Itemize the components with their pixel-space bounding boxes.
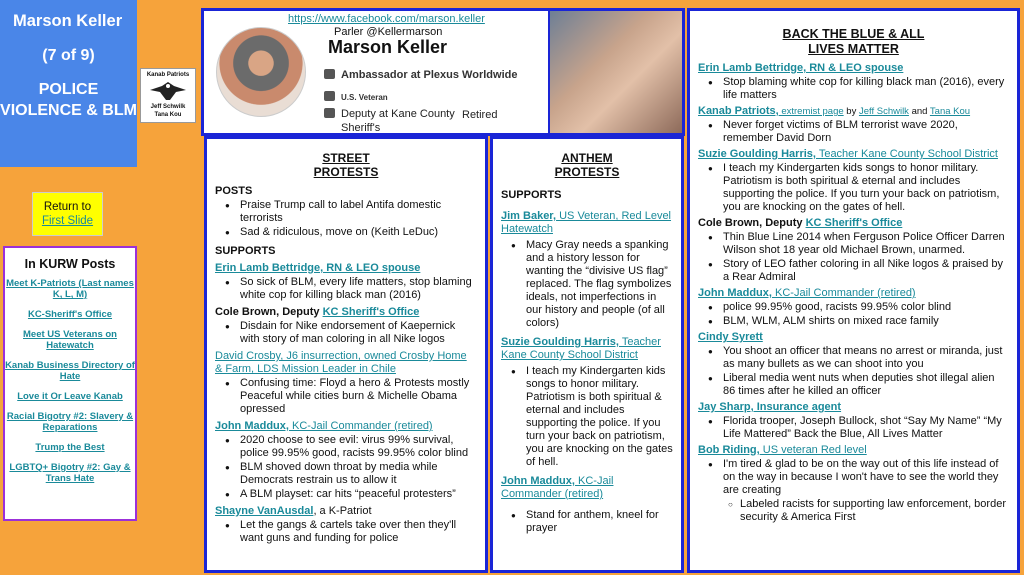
profile-name: Marson Keller xyxy=(328,37,448,57)
slide-counter: (7 of 9) xyxy=(42,47,95,64)
supporter-jim xyxy=(501,210,673,236)
supporter-items xyxy=(698,345,1009,398)
veteran-line xyxy=(324,91,388,102)
anthem-protests-panel xyxy=(490,136,684,573)
supporter-items xyxy=(698,415,1009,441)
supporter-link[interactable]: Bob Riding, xyxy=(698,444,760,456)
supporter-link[interactable]: Suzie Goulding Harris, xyxy=(501,336,619,348)
supporter-link[interactable]: Jim Baker, xyxy=(501,210,557,222)
supporter-erin xyxy=(215,262,477,275)
kurw-link-lgbtq-bigotry[interactable]: LGBTQ+ Bigotry #2: Gay & Trans Hate xyxy=(9,462,131,484)
deputy-line xyxy=(324,107,464,135)
street-protests-panel xyxy=(204,136,488,573)
slide-title-box xyxy=(0,0,137,167)
list-item: ● Story of LEO father coloring in all Nike logos & praised by a Rear Admiral xyxy=(698,258,1009,284)
logo-text-3: Tana Kou xyxy=(154,112,182,118)
ambassador-text: Ambassador at Plexus Worldwide xyxy=(341,69,518,81)
eagle-icon xyxy=(148,80,188,102)
supporter-text: Cole Brown, Deputy xyxy=(698,217,806,229)
list-item: ● Thin Blue Line 2014 when Ferguson Police Officer Darren Wilson shot 18 year old Michael Brown, unarmed. xyxy=(698,231,1009,257)
supporter-title: Teacher Kane County School District xyxy=(501,336,661,361)
list-item: ● Let the gangs & cartels take over then they'll want guns and funding for police xyxy=(215,519,477,545)
briefcase-icon xyxy=(324,69,335,79)
supporter-items xyxy=(698,119,1009,145)
posts-list xyxy=(215,199,477,239)
supporter-link[interactable]: Erin Lamb Bettridge, RN & LEO spouse xyxy=(698,62,904,74)
supporter-david xyxy=(215,350,477,376)
supports-label: SUPPORTS xyxy=(501,189,562,201)
avatar xyxy=(216,27,306,117)
supporter-suzie xyxy=(698,148,1009,161)
supporter-john xyxy=(501,475,673,501)
supporter-shayne xyxy=(215,505,477,518)
supporter-subitems xyxy=(698,498,1009,524)
supporter-title: US Veteran, Red Level Hatewatch xyxy=(501,210,672,235)
street-protests-title: STREET PROTESTS xyxy=(313,151,379,179)
by-text: by xyxy=(843,106,859,117)
facebook-profile-link[interactable]: https://www.facebook.com/marson.keller xyxy=(288,13,485,25)
kurw-link-sheriffs-office[interactable]: KC-Sheriff's Office xyxy=(27,309,113,320)
slide-subject: POLICE VIOLENCE & BLM xyxy=(0,81,137,119)
supporter-link[interactable]: Kanab Patriots, xyxy=(698,105,779,117)
supporter-title: US veteran Red level xyxy=(759,444,867,456)
supports-label: SUPPORTS xyxy=(215,245,276,257)
list-item: ● Florida trooper, Joseph Bullock, shot “Say My Name” “My Life Mattered” Back the Blue, All Lives Matter xyxy=(698,415,1009,441)
list-item: ● Macy Gray needs a spanking and a history lesson for wanting the “divisive US flag” replaced. The flag symbolizes ideals, not imperfections in our history and people (of all colors) xyxy=(501,239,673,330)
supporter-erin xyxy=(698,62,1009,75)
supporter-suzie xyxy=(501,336,673,362)
supporter-items xyxy=(698,231,1009,284)
supporter-items xyxy=(501,239,673,330)
supporter-link[interactable]: KC Sheriff's Office xyxy=(805,217,903,229)
supporter-items xyxy=(215,434,477,501)
supporter-items xyxy=(501,509,673,535)
supporter-items xyxy=(215,519,477,545)
return-label: Return to xyxy=(43,201,92,213)
list-item: ● I teach my Kindergarten kids songs to honor military. Patriotism is both spiritual & eternal and includes supporting the police. If you turn your back on patriotism, you are knocking on the gates of hell. xyxy=(501,365,673,469)
supporter-items xyxy=(215,377,477,416)
logo-text-1: Kanab Patriots xyxy=(146,72,190,78)
list-item: ● BLM, WLM, ALM shirts on mixed race family xyxy=(698,315,1009,328)
kurw-link-business-directory[interactable]: Kanab Business Directory of Hate xyxy=(5,360,135,382)
return-box xyxy=(32,192,103,236)
list-item: ● Praise Trump call to label Antifa domestic terrorists xyxy=(215,199,477,225)
jeff-schwilk-link[interactable]: Jeff Schwilk xyxy=(858,106,909,117)
supporter-items xyxy=(698,162,1009,214)
supporter-link[interactable]: David Crosby, J6 insurrection, owned Crosby Home & Farm, LDS Mission Leader in Chile xyxy=(215,350,467,375)
supporter-link[interactable]: Jay Sharp, Insurance agent xyxy=(698,401,842,413)
list-item: ● Stop blaming white cop for killing black man (2016), every life matters xyxy=(698,76,1009,102)
list-item: ● A BLM playset: car hits “peaceful protesters” xyxy=(215,488,477,501)
list-item: ○ Labeled racists for supporting law enforcement, border security & America First xyxy=(698,498,1009,524)
supporter-items xyxy=(215,320,477,346)
kurw-link-us-veterans[interactable]: Meet US Veterans on Hatewatch xyxy=(23,329,117,351)
supporter-items xyxy=(698,301,1009,328)
supporter-bob xyxy=(698,444,1009,457)
anthem-protests-title: ANTHEM PROTESTS xyxy=(554,151,620,179)
parler-handle: Parler @Kellermarson xyxy=(334,26,443,38)
list-item: ● Liberal media went nuts when deputies shot illegal alien 86 times after he killed an officer xyxy=(698,372,1009,398)
list-item: ● police 99.95% good, racists 99.95% color blind xyxy=(698,301,1009,314)
supporter-title: KC-Jail Commander (retired) xyxy=(288,420,433,432)
first-slide-link[interactable]: First Slide xyxy=(41,215,94,227)
supporter-jay xyxy=(698,401,1009,414)
supporter-title: KC-Jail Commander (retired) xyxy=(501,475,614,500)
veteran-text: U.S. Veteran xyxy=(341,93,388,102)
profile-photo xyxy=(548,11,682,133)
profile-header xyxy=(201,8,685,136)
supporter-john xyxy=(215,420,477,433)
supporter-john xyxy=(698,287,1009,300)
supporter-link[interactable]: Cindy Syrett xyxy=(698,331,763,343)
kurw-heading: In KURW Posts xyxy=(24,257,116,271)
supporter-cole xyxy=(215,306,477,319)
deputy-text: Deputy at Kane County Sheriff's xyxy=(341,108,455,134)
kurw-link-trump-the-best[interactable]: Trump the Best xyxy=(35,442,105,453)
supporter-link[interactable]: KC Sheriff's Office xyxy=(322,306,420,318)
supporter-items xyxy=(698,458,1009,497)
supporter-items xyxy=(215,276,477,302)
supporter-link[interactable]: Suzie Goulding Harris, xyxy=(698,148,816,160)
kurw-link-racial-bigotry[interactable]: Racial Bigotry #2: Slavery & Reparations xyxy=(6,411,134,433)
supporter-link[interactable]: Erin Lamb Bettridge, RN & LEO spouse xyxy=(215,262,421,274)
logo-text-2: Jeff Schwilk xyxy=(150,104,186,110)
briefcase-icon xyxy=(324,91,335,101)
supporter-items xyxy=(501,365,673,469)
briefcase-icon xyxy=(324,108,335,118)
list-item: ● I'm tired & glad to be on the way out of this life instead of on the way in because I won't have to see the world they are creating xyxy=(698,458,1009,497)
list-item: ● Stand for anthem, kneel for prayer xyxy=(501,509,673,535)
list-item: ● BLM shoved down throat by media while Democrats restrain us to allow it xyxy=(215,461,477,487)
kurw-posts-box xyxy=(3,246,137,521)
kurw-link-k-patriots[interactable]: Meet K-Patriots (Last names K, L, M) xyxy=(6,278,134,300)
back-the-blue-panel xyxy=(687,8,1020,573)
supporter-link[interactable]: John Maddux, xyxy=(501,475,575,487)
supporter-cindy xyxy=(698,331,1009,344)
list-item: ● So sick of BLM, every life matters, stop blaming white cop for killing black man (2016) xyxy=(215,276,477,302)
supporter-title: KC-Jail Commander (retired) xyxy=(771,287,916,299)
supporter-text: Cole Brown, Deputy xyxy=(215,306,323,318)
retired-label: Retired xyxy=(462,109,498,121)
supporter-link[interactable]: Shayne VanAusdal xyxy=(215,505,314,517)
list-item: ● You shoot an officer that means no arrest or miranda, just as many bullets as we can shoot into you xyxy=(698,345,1009,371)
list-item: ● 2020 choose to see evil: virus 99% survival, police 99.95% good, racists 99.95% color blind xyxy=(215,434,477,460)
kanab-patriots-logo xyxy=(140,68,196,123)
supporter-link[interactable]: John Maddux, xyxy=(215,420,289,432)
ambassador-line xyxy=(324,69,517,81)
list-item: ● I teach my Kindergarten kids songs to honor military. Patriotism is both spiritual & eternal and includes supporting the police. If you turn your back on patriotism, you are knocking on the gates of hell. xyxy=(698,162,1009,214)
tana-kou-link[interactable]: Tana Kou xyxy=(929,106,971,117)
supporter-link[interactable]: John Maddux, xyxy=(698,287,772,299)
posts-label: POSTS xyxy=(215,185,253,197)
supporter-items xyxy=(698,76,1009,102)
supporter-title: Teacher Kane County School District xyxy=(815,148,998,160)
supporter-title: , a K-Patriot xyxy=(313,505,372,517)
list-item: ● Disdain for Nike endorsement of Kaepernick with story of man coloring in all Nike logos xyxy=(215,320,477,346)
back-the-blue-title: BACK THE BLUE & ALL LIVES MATTER xyxy=(782,27,925,56)
list-item: ● Never forget victims of BLM terrorist wave 2020, remember David Dorn xyxy=(698,119,1009,145)
supporter-cole xyxy=(698,217,1009,230)
supporter-kanab-patriots xyxy=(698,105,1009,118)
list-item: ● Confusing time: Floyd a hero & Protests mostly Peaceful while cities burn & Michelle Obama opressed xyxy=(215,377,477,416)
list-item: ● Sad & ridiculous, move on (Keith LeDuc) xyxy=(215,226,477,239)
person-name: Marson Keller xyxy=(13,12,123,30)
kurw-link-love-it-or-leave[interactable]: Love it Or Leave Kanab xyxy=(17,391,123,402)
and-text: and xyxy=(908,106,930,117)
extremist-page-link[interactable]: extremist page xyxy=(778,106,844,117)
